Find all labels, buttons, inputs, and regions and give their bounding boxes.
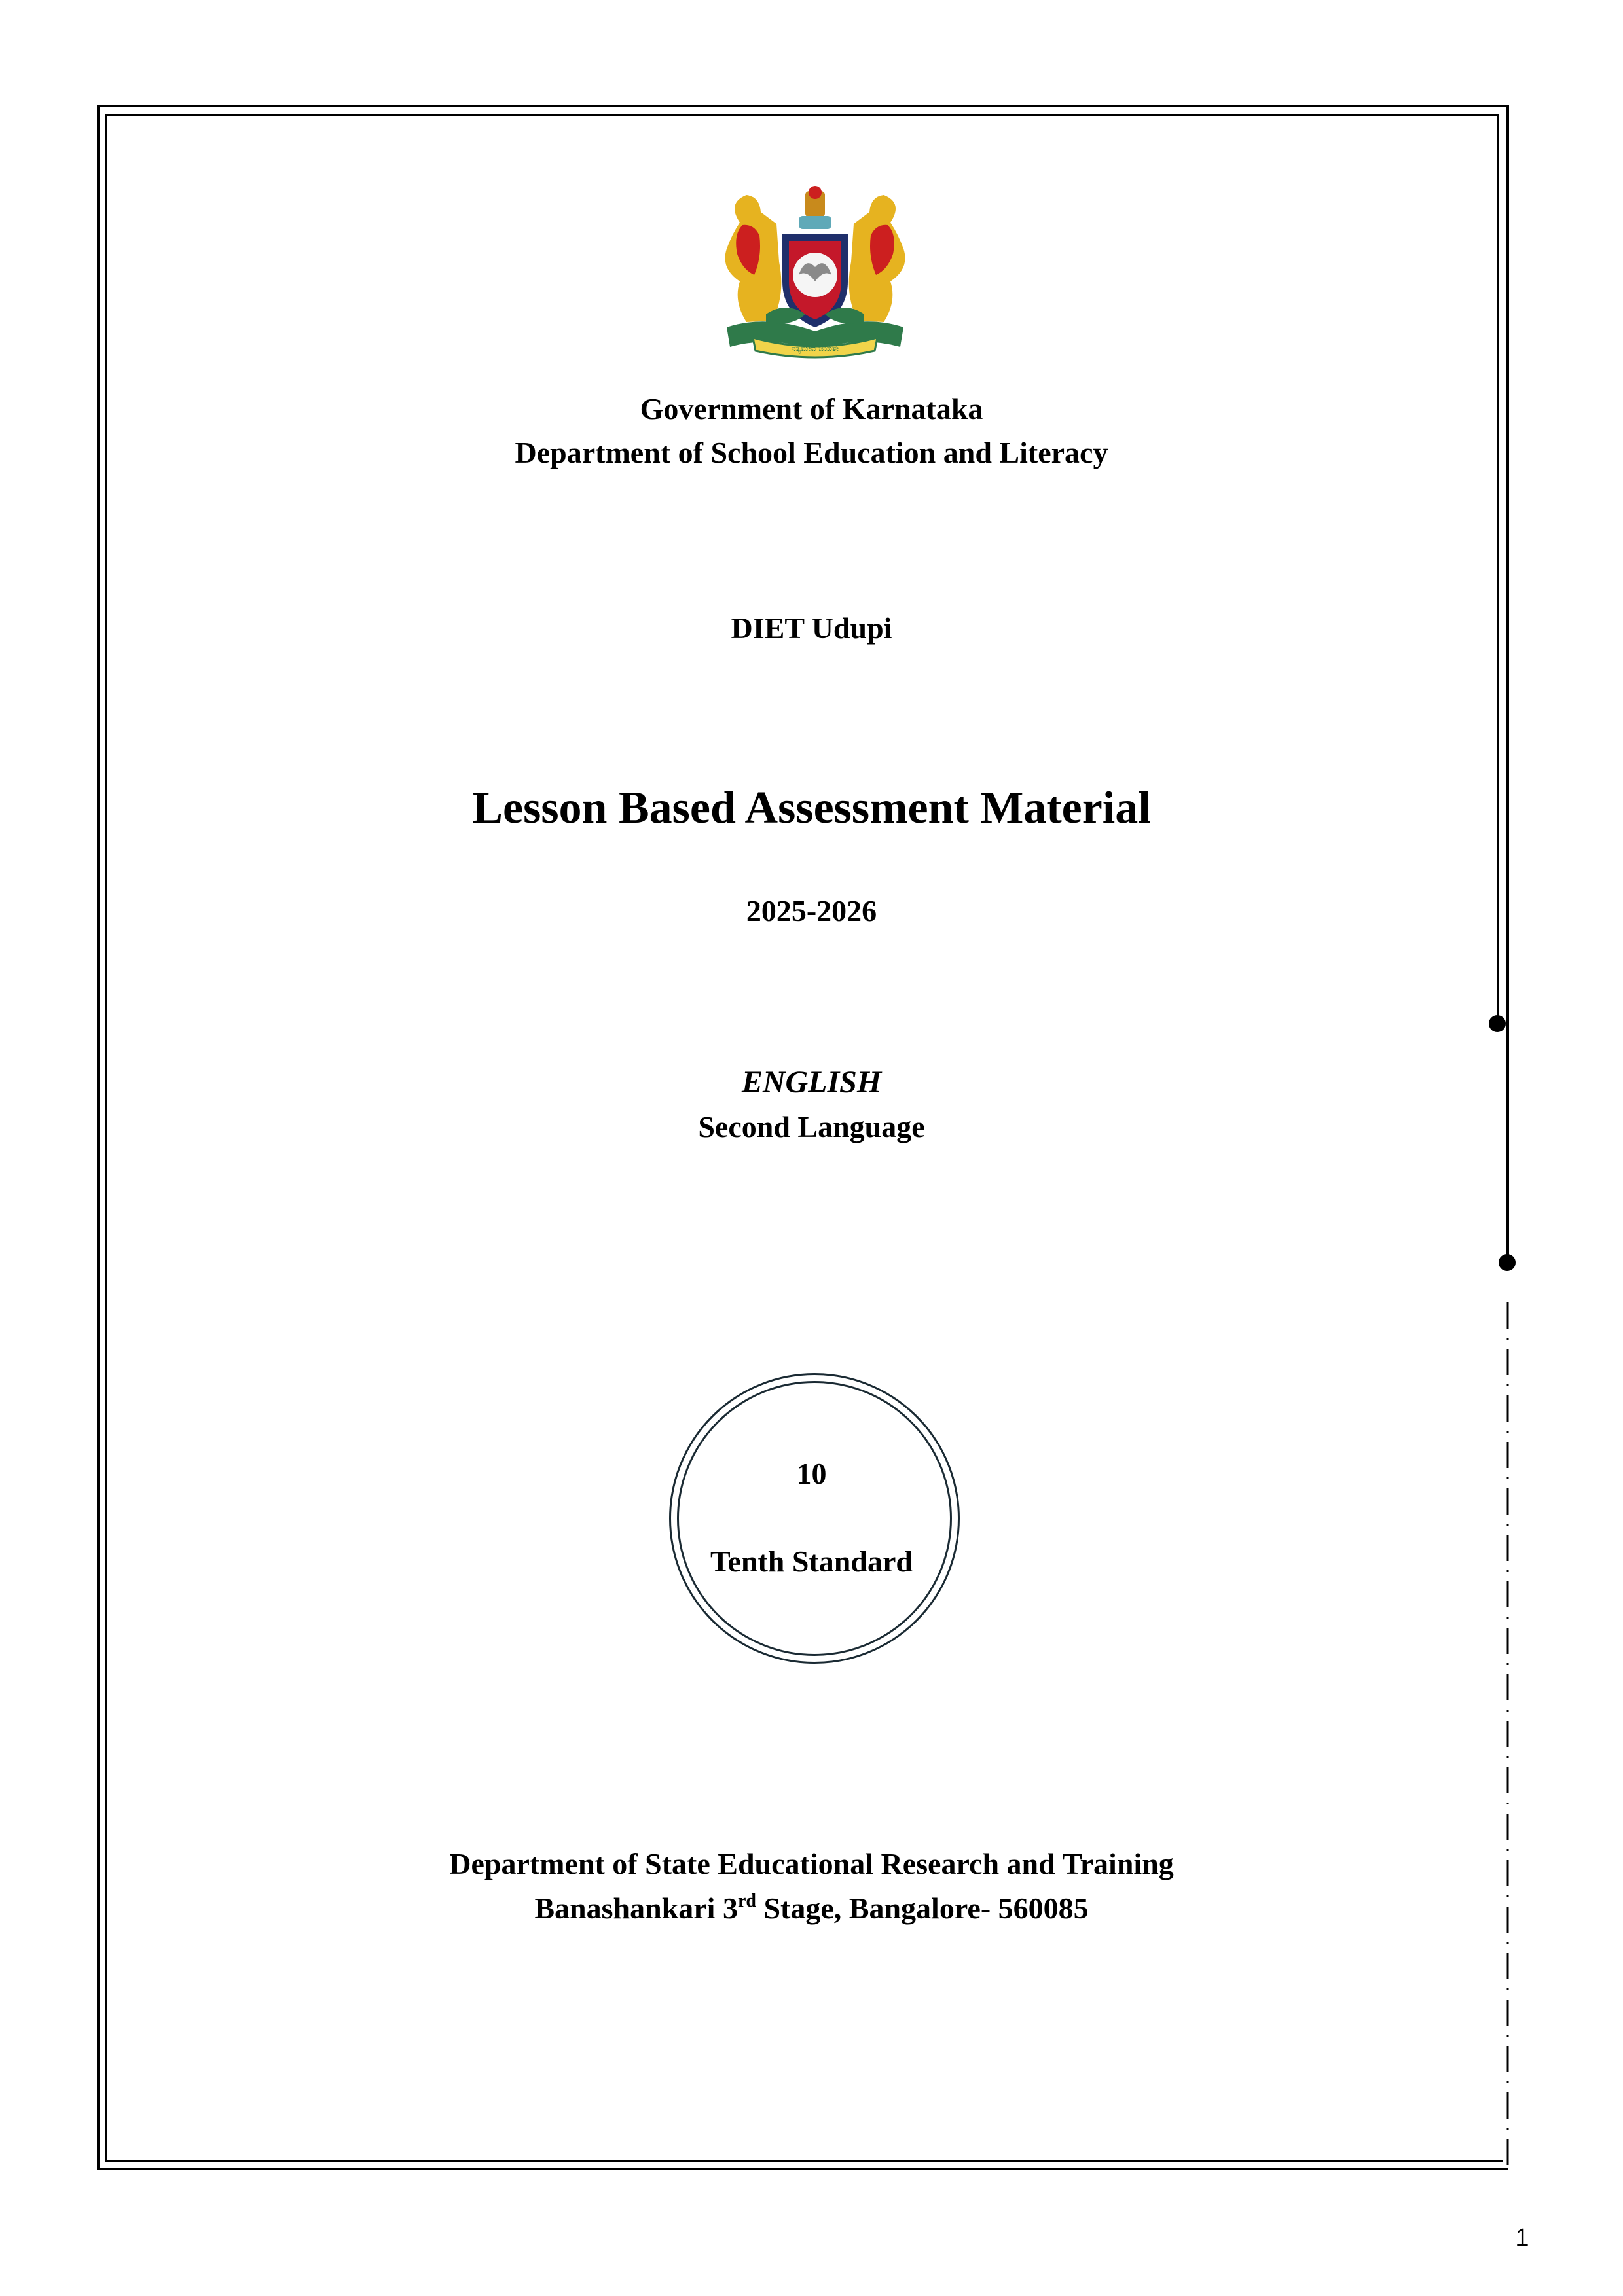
footer-address-sup: rd: [737, 1891, 756, 1911]
department-title: Department of School Education and Literacy: [515, 436, 1108, 469]
footer-address: [0, 1889, 1623, 1928]
footer-address-suffix: Stage, Bangalore- 560085: [756, 1892, 1089, 1925]
frame-right-dot-lower: [1499, 1254, 1516, 1271]
footer-department: Department of State Educational Research and Training: [449, 1847, 1174, 1880]
footer-address-prefix: Banashankari 3: [534, 1892, 738, 1925]
frame-top-outer: [97, 105, 1508, 107]
frame-right-dot-upper: [1489, 1015, 1506, 1032]
academic-year: 2025-2026: [746, 894, 877, 927]
government-title: Government of Karnataka: [640, 392, 983, 425]
grade-number: 10: [796, 1457, 827, 1490]
subject-name: ENGLISH: [741, 1065, 882, 1100]
frame-top-inner: [105, 114, 1498, 116]
svg-text:ಸತ್ಯಮೇವ ಜಯತೇ: ಸತ್ಯಮೇವ ಜಯತೇ: [791, 344, 839, 353]
grade-badge-inner-ring: [677, 1381, 952, 1656]
subject-language: Second Language: [698, 1110, 925, 1143]
frame-bottom-inner: [105, 2160, 1503, 2162]
frame-right-inner: [1497, 114, 1499, 1024]
frame-bottom-outer: [97, 2168, 1508, 2170]
frame-right-dashdot: [1503, 1302, 1512, 2170]
page-number: 1: [1515, 2224, 1529, 2251]
office-name: DIET Udupi: [731, 611, 892, 645]
grade-label: Tenth Standard: [710, 1545, 913, 1578]
karnataka-emblem-icon: [714, 183, 917, 367]
document-title: Lesson Based Assessment Material: [472, 783, 1151, 833]
